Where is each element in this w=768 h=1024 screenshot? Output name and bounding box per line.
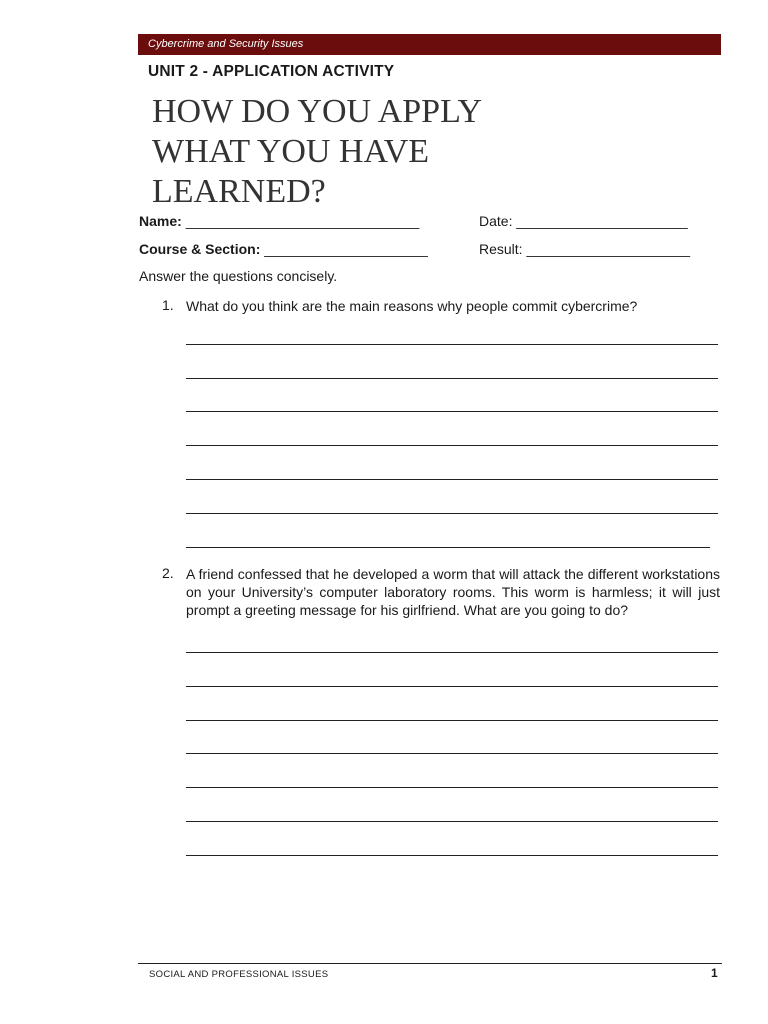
answer-line-1-1[interactable]: [186, 344, 718, 345]
answer-line-1-7[interactable]: [186, 547, 710, 548]
instructions: Answer the questions concisely.: [139, 268, 338, 284]
name-label: Name:: [139, 213, 182, 229]
answer-line-2-3[interactable]: [186, 720, 718, 721]
answer-line-2-1[interactable]: [186, 652, 718, 653]
name-field[interactable]: [139, 212, 419, 230]
unit-title: UNIT 2 - APPLICATION ACTIVITY: [148, 63, 395, 80]
footer-divider: [138, 963, 722, 964]
result-field[interactable]: [479, 240, 690, 258]
header-bar: [138, 34, 721, 55]
result-blank[interactable]: _____________________: [526, 241, 690, 257]
date-field[interactable]: [479, 212, 688, 230]
answer-line-2-2[interactable]: [186, 686, 718, 687]
answer-line-2-6[interactable]: [186, 821, 718, 822]
answer-line-1-4[interactable]: [186, 445, 718, 446]
main-title: [152, 92, 572, 212]
question-1-text: What do you think are the main reasons why people commit cybercrime?: [186, 298, 638, 314]
answer-line-2-4[interactable]: [186, 753, 718, 754]
main-title-line-2: WHAT YOU HAVE: [152, 133, 430, 170]
main-title-line-3: LEARNED?: [152, 173, 326, 210]
course-title: Cybercrime and Security Issues: [148, 38, 304, 50]
result-label: Result:: [479, 241, 523, 257]
answer-line-1-5[interactable]: [186, 479, 718, 480]
date-blank[interactable]: ______________________: [516, 213, 688, 229]
main-title-line-1: HOW DO YOU APPLY: [152, 93, 483, 130]
course-section-label: Course & Section:: [139, 241, 261, 257]
answer-line-2-7[interactable]: [186, 855, 718, 856]
answer-line-1-2[interactable]: [186, 378, 718, 379]
date-label: Date:: [479, 213, 513, 229]
footer-text: SOCIAL AND PROFESSIONAL ISSUES: [149, 969, 329, 980]
answer-line-2-5[interactable]: [186, 787, 718, 788]
course-section-field[interactable]: [139, 240, 428, 258]
course-section-blank[interactable]: _____________________: [264, 241, 428, 257]
question-2-text: A friend confessed that he developed a worm that will attack the different workstations on your University’s computer laboratory rooms. This worm is harmless; it will just prompt a greeting message for his girlfriend. What are you going to do?: [186, 566, 720, 618]
question-1-number: 1.: [162, 297, 174, 313]
answer-line-1-3[interactable]: [186, 411, 718, 412]
name-blank[interactable]: ______________________________: [185, 213, 420, 229]
page-number: 1: [711, 966, 718, 980]
answer-line-1-6[interactable]: [186, 513, 718, 514]
question-2-number: 2.: [162, 565, 174, 581]
